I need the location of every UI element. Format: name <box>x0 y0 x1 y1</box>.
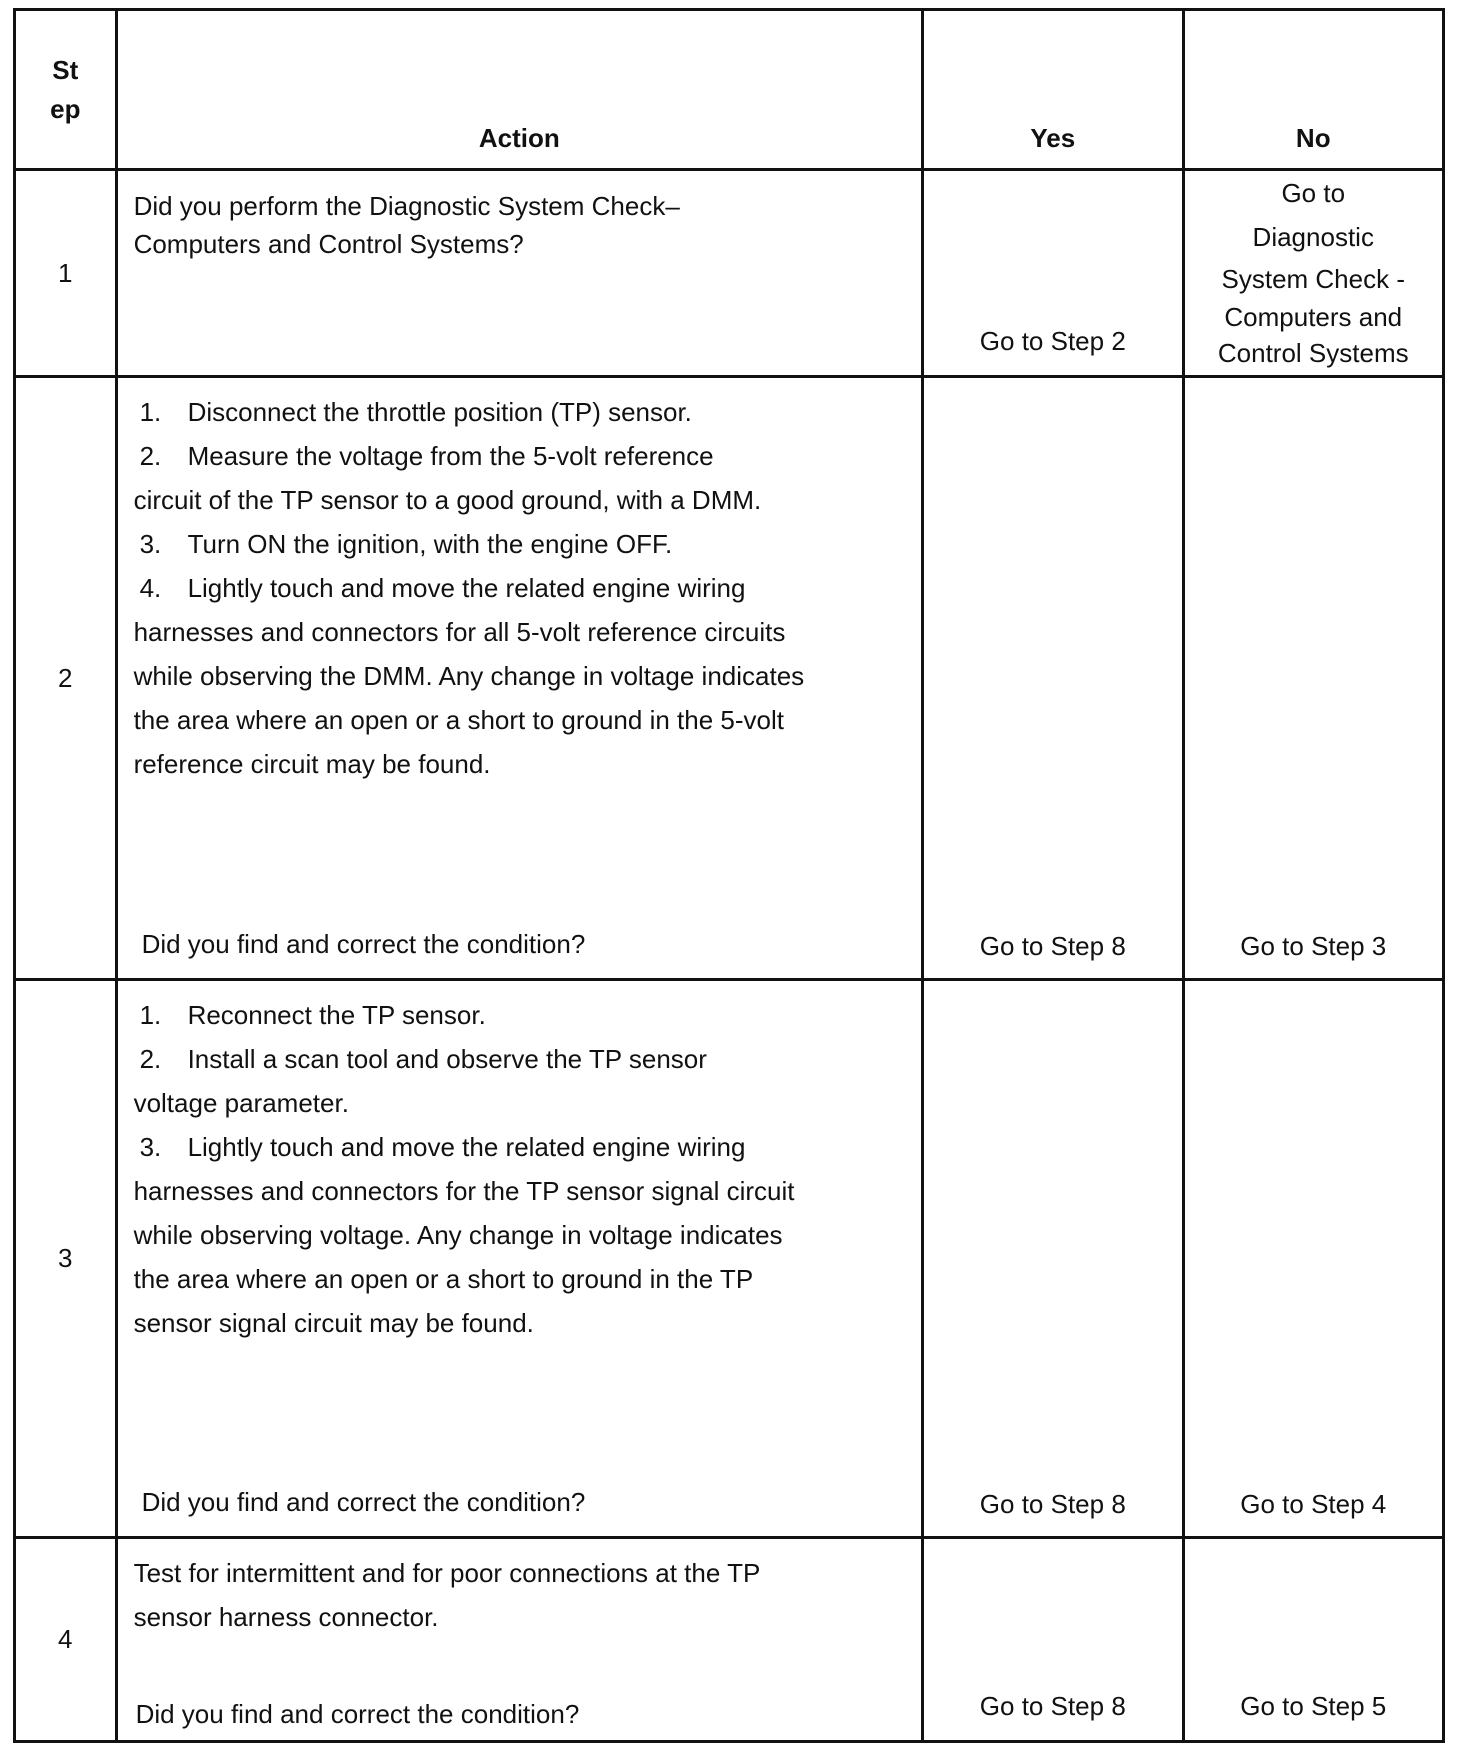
no-answer: Go to Step 5 <box>1240 1691 1387 1721</box>
action-item <box>134 1037 912 1081</box>
no-answer <box>1185 171 1442 371</box>
table-row <box>15 980 1444 1538</box>
item-text: Lightly touch and move the related engine wiring <box>187 1132 746 1162</box>
action-item: voltage parameter. <box>133 1088 349 1118</box>
yes-cell <box>923 170 1183 377</box>
yes-answer: Go to Step 8 <box>979 1489 1126 1519</box>
step-number: 2 <box>15 377 117 980</box>
diagnostic-table <box>13 8 1445 1743</box>
action-line: sensor harness connector. <box>133 1602 439 1632</box>
no-cell <box>1183 170 1443 377</box>
action-item: while observing voltage. Any change in voltage indicates <box>133 1220 783 1250</box>
item-number: 1. <box>139 1000 162 1030</box>
no-answer: Go to Step 3 <box>1240 931 1387 961</box>
action-item <box>134 390 912 434</box>
no-line: Control Systems <box>1217 338 1409 368</box>
action-item: reference circuit may be found. <box>133 749 491 779</box>
table-row <box>15 377 1444 980</box>
item-text: Install a scan tool and observe the TP sensor <box>187 1044 707 1074</box>
item-number: 2. <box>139 441 162 471</box>
no-cell <box>1183 377 1443 980</box>
action-cell <box>116 980 923 1538</box>
yes-cell <box>923 980 1183 1538</box>
item-number: 4. <box>139 573 162 603</box>
header-yes: Yes <box>923 10 1183 170</box>
yes-answer: Go to Step 8 <box>979 931 1126 961</box>
yes-cell <box>923 377 1183 980</box>
table-row <box>15 170 1444 377</box>
action-line: Did you perform the Diagnostic System Check– <box>133 191 680 221</box>
action-item: harnesses and connectors for all 5-volt reference circuits <box>133 617 786 647</box>
header-step-line1: St <box>52 54 79 85</box>
question-text: Did you find and correct the condition? <box>141 1487 586 1517</box>
yes-answer: Go to Step 2 <box>979 326 1126 356</box>
action-cell <box>116 170 923 377</box>
header-no: No <box>1183 10 1443 170</box>
action-item <box>134 522 912 566</box>
item-text: Lightly touch and move the related engine wiring <box>187 573 746 603</box>
header-step <box>15 10 117 170</box>
question-text: Did you find and correct the condition? <box>141 929 586 959</box>
action-item: while observing the DMM. Any change in voltage indicates <box>133 661 805 691</box>
item-number: 1. <box>139 397 162 427</box>
no-line: Computers and <box>1224 302 1403 332</box>
question-text: Did you find and correct the condition? <box>135 1699 580 1729</box>
action-item <box>134 434 912 478</box>
action-item: the area where an open or a short to ground in the 5-volt <box>133 705 784 735</box>
header-row <box>15 10 1444 170</box>
no-line: Go to <box>1281 178 1346 208</box>
action-cell <box>116 377 923 980</box>
action-item <box>134 1125 912 1169</box>
action-item: the area where an open or a short to ground in the TP <box>133 1264 754 1294</box>
action-line: Computers and Control Systems? <box>133 229 524 259</box>
action-item: sensor signal circuit may be found. <box>133 1308 534 1338</box>
action-cell <box>116 1538 923 1742</box>
action-line: Test for intermittent and for poor connections at the TP <box>133 1558 761 1588</box>
item-number: 3. <box>139 529 162 559</box>
action-item: circuit of the TP sensor to a good ground, with a DMM. <box>133 485 762 515</box>
yes-cell <box>923 1538 1183 1742</box>
table-row <box>15 1538 1444 1742</box>
no-cell <box>1183 1538 1443 1742</box>
item-text: Disconnect the throttle position (TP) sensor. <box>187 397 692 427</box>
header-step-line2: ep <box>50 93 81 124</box>
action-item <box>134 993 912 1037</box>
action-item: harnesses and connectors for the TP sensor signal circuit <box>133 1176 795 1206</box>
no-line: System Check - <box>1221 264 1405 294</box>
item-number: 2. <box>139 1044 162 1074</box>
item-text: Reconnect the TP sensor. <box>187 1000 486 1030</box>
yes-answer: Go to Step 8 <box>979 1691 1126 1721</box>
step-number: 4 <box>15 1538 117 1742</box>
no-cell <box>1183 980 1443 1538</box>
item-text: Turn ON the ignition, with the engine OFF. <box>187 529 673 559</box>
step-number: 3 <box>15 980 117 1538</box>
header-action: Action <box>116 10 923 170</box>
action-item <box>134 566 912 610</box>
no-answer: Go to Step 4 <box>1240 1489 1387 1519</box>
no-line: Diagnostic <box>1252 222 1374 252</box>
item-text: Measure the voltage from the 5-volt reference <box>187 441 714 471</box>
step-number: 1 <box>15 170 117 377</box>
item-number: 3. <box>139 1132 162 1162</box>
